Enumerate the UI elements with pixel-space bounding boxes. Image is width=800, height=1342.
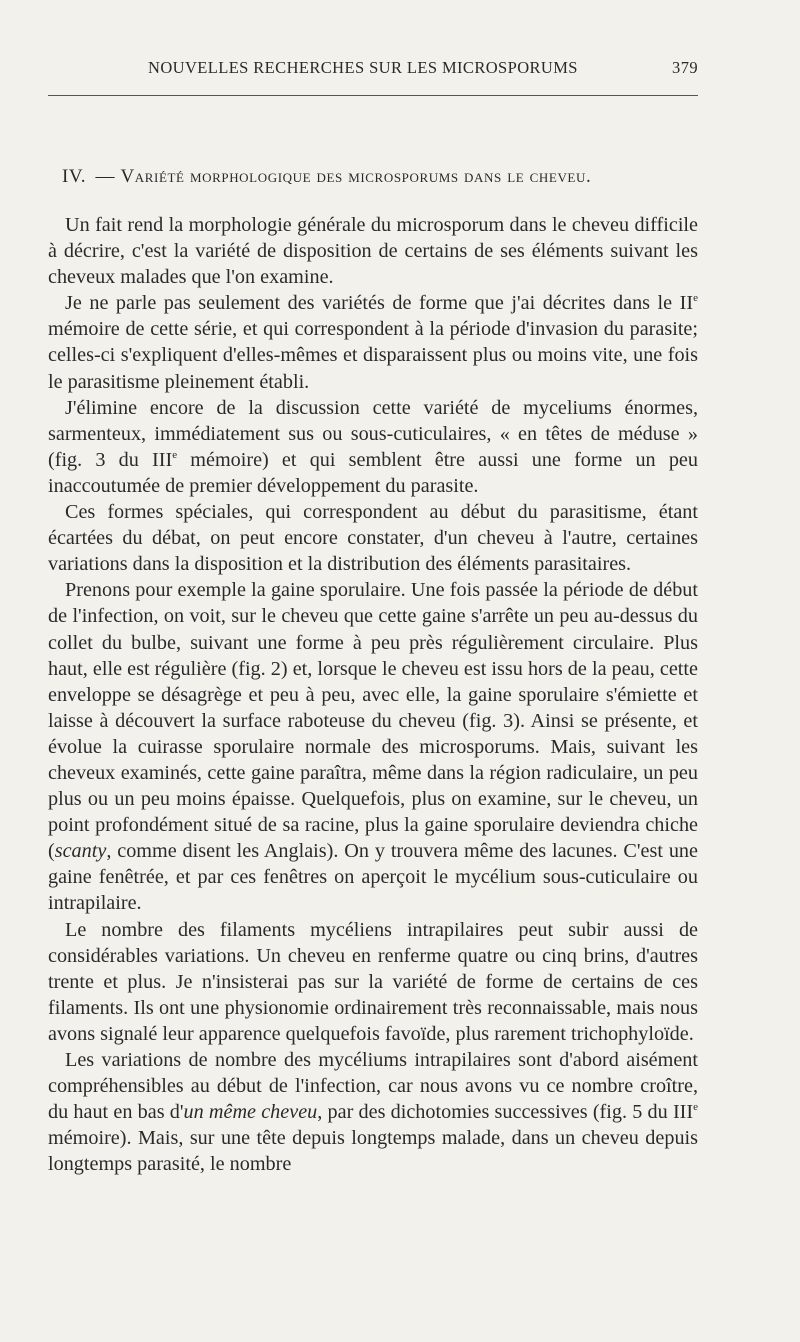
paragraph-text: Le nombre des filaments mycéliens intrapilaires peut subir aussi de considérables variations. Un cheveu en renferme quatre ou cinq brins, d'autres trente et plus. Je n'insisterai pas sur la variété de forme de certains de ces filaments. Ils ont une physionomie ordinairement très reconnaissable, mais nous avons signalé leur apparence quelquefois favoïde, plus rarement trichophyloïde. [48,918,698,1045]
italic-text: scanty [54,840,107,863]
paragraph-text: Un fait rend la morphologie générale du microsporum dans le cheveu difficile à décrire, c'est la variété de disposition de certains de ses éléments suivant les cheveux malades que l'on examine. [48,214,698,289]
paragraph [48,1047,698,1177]
paragraph-text: , par des dichotomies successives (fig. 5 du III [317,1101,694,1124]
paragraph-text: mémoire) et qui semblent être aussi une forme un peu inaccoutumée de premier développement du parasite. [48,448,698,497]
section-dash: — [90,166,121,187]
running-title: NOUVELLES RECHERCHES SUR LES MICROSPORUMS [148,58,578,77]
body-text [48,212,698,1177]
paragraph [48,499,698,577]
superscript: e [693,1101,699,1114]
section-heading [62,166,722,188]
paragraph-text: Prenons pour exemple la gaine sporulaire. Une fois passée la période de début de l'infection, on voit, sur le cheveu que cette gaine s'arrête un peu au-dessus du collet du bulbe, suivant une forme à peu près régulièrement circulaire. Plus haut, elle est régulière (fig. 2) et, lorsque le cheveu est issu hors de la peau, cette enveloppe se désagrège et peu à peu, avec elle, la gaine sporulaire s'émiette et laisse à découvert la surface raboteuse du cheveu (fig. 3). Ainsi se présente, et évolue la cuirasse sporulaire normale des microsporums. Mais, suivant les cheveux examinés, cette gaine paraîtra, même dans la région radiculaire, un peu plus ou un peu moins épaisse. Quelquefois, plus on examine, sur le cheveu, un point profondément situé de sa racine, plus la gaine sporulaire deviendra chiche ( [48,579,698,863]
paragraph-text: mémoire de cette série, et qui correspondent à la période d'invasion du parasite; celles-ci s'expliquent d'elles-mêmes et disparaissent plus ou moins vite, une fois le parasitisme pleinement établi. [48,318,698,393]
paragraph-text: Les variations de nombre des mycéliums intrapilaires sont d'abord aisément compréhensibles au début de l'infection, car nous avons vu ce nombre croître, du haut en bas d' [48,1049,698,1124]
paragraph [48,290,698,394]
paragraph-text: mémoire). Mais, sur une tête depuis longtemps malade, dans un cheveu depuis longtemps parasité, le nombre [48,1127,698,1176]
header-rule [48,95,698,96]
page-number: 379 [672,58,698,77]
superscript: e [172,448,178,461]
section-number: IV. [62,166,87,187]
paragraph [48,395,698,499]
paragraph [48,577,698,916]
superscript: e [693,292,698,305]
paragraph-text: , comme disent les Anglais). On y trouvera même des lacunes. C'est une gaine fenêtrée, et par ces fenêtres on aperçoit le mycélium sous-cuticulaire ou intrapilaire. [48,840,698,915]
paragraph-text: Je ne parle pas seulement des variétés de forme que j'ai décrites dans le II [65,292,694,315]
italic-text: un même cheveu [183,1101,318,1124]
paragraph [48,917,698,1047]
paragraph-text: Ces formes spéciales, qui correspondent au début du parasitisme, étant écartées du débat, on peut encore constater, d'un cheveu à l'autre, certaines variations dans la disposition et la distribution des éléments parasitaires. [48,501,698,576]
section-title: Variété morphologique des microsporums dans le cheveu. [120,166,592,187]
paragraph-text: J'élimine encore de la discussion cette variété de myceliums énormes, sarmenteux, immédiatement sus ou sous-cuticulaires, « en têtes de méduse » (fig. 3 du III [48,396,698,471]
paragraph [48,212,698,290]
